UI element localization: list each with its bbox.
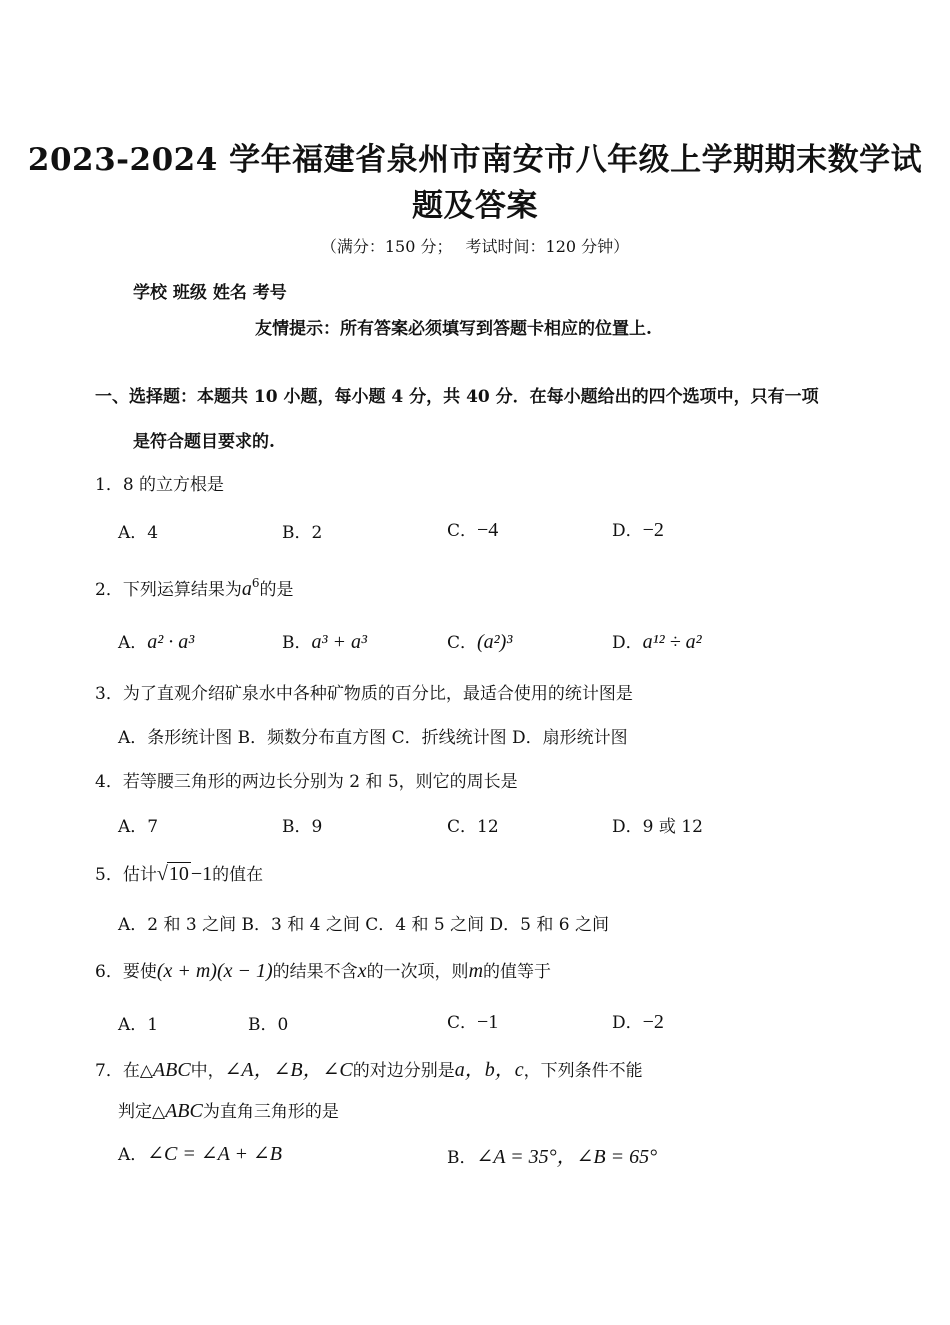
q7-stem-line2: 判定△ABC为直角三角形的是: [118, 1100, 339, 1122]
q6-option-d: D．−2: [612, 1011, 664, 1033]
q2-option-c: C．(a²)³: [447, 631, 513, 653]
q3-options: A．条形统计图 B．频数分布直方图 C．折线统计图 D．扇形统计图: [118, 728, 628, 748]
page-title-line1: 2023-2024 学年福建省泉州市南安市八年级上学期期末数学试: [27, 142, 923, 178]
q2-stem: 2．下列运算结果为$a^6$的是: [95, 576, 294, 600]
q7-option-a: A．∠C = ∠A + ∠B: [118, 1143, 282, 1165]
q2-option-d: D．a¹² ÷ a²: [612, 631, 702, 653]
q4-option-c: C．12: [447, 817, 499, 837]
q4-option-d: D．9 或 12: [612, 817, 703, 837]
q4-option-b: B．9: [282, 817, 323, 837]
q6-option-a: A．1: [118, 1015, 159, 1035]
q7-stem-line1: 7．在△ABC中，∠A，∠B，∠C的对边分别是a，b，c，下列条件不能: [95, 1059, 643, 1081]
q6-option-b: B．0: [248, 1015, 289, 1035]
section1-heading-line2: 是符合题目要求的.: [133, 432, 275, 452]
q6-option-c: C．−1: [447, 1011, 499, 1033]
student-fields: 学校 班级 姓名 考号: [133, 283, 287, 303]
q6-stem: 6．要使(x + m)(x − 1)的结果不含x的一次项，则m的值等于: [95, 960, 552, 982]
tip: 友情提示：所有答案必须填写到答题卡相应的位置上.: [255, 319, 652, 339]
q2-option-a: A．a² · a³: [118, 631, 195, 653]
q4-option-a: A．7: [118, 817, 159, 837]
exam-info: （满分：150 分； 考试时间：120 分钟）: [320, 237, 630, 256]
q5-stem: 5．估计√10 −1的值在: [95, 863, 264, 885]
q7-option-b: B．∠A = 35°，∠B = 65°: [447, 1146, 658, 1168]
section1-heading-line1: 一、选择题：本题共 10 小题，每小题 4 分，共 40 分．在每小题给出的四个选项中，只有一项: [95, 387, 819, 407]
q2-option-b: B．a³ + a³: [282, 631, 367, 653]
q1-option-b: B．2: [282, 523, 323, 543]
q3-stem: 3．为了直观介绍矿泉水中各种矿物质的百分比，最适合使用的统计图是: [95, 684, 633, 704]
q5-options: A．2 和 3 之间 B．3 和 4 之间 C．4 和 5 之间 D．5 和 6 之间: [118, 915, 609, 935]
q1-option-c: C．−4: [447, 519, 499, 541]
q1-stem: 1．8 的立方根是: [95, 475, 225, 495]
page-title-line2: 题及答案: [412, 188, 538, 224]
q5-radicand: 10: [168, 863, 189, 885]
q1-option-d: D．−2: [612, 519, 664, 541]
q1-option-a: A．4: [118, 523, 159, 543]
q4-stem: 4．若等腰三角形的两边长分别为 2 和 5，则它的周长是: [95, 772, 518, 792]
